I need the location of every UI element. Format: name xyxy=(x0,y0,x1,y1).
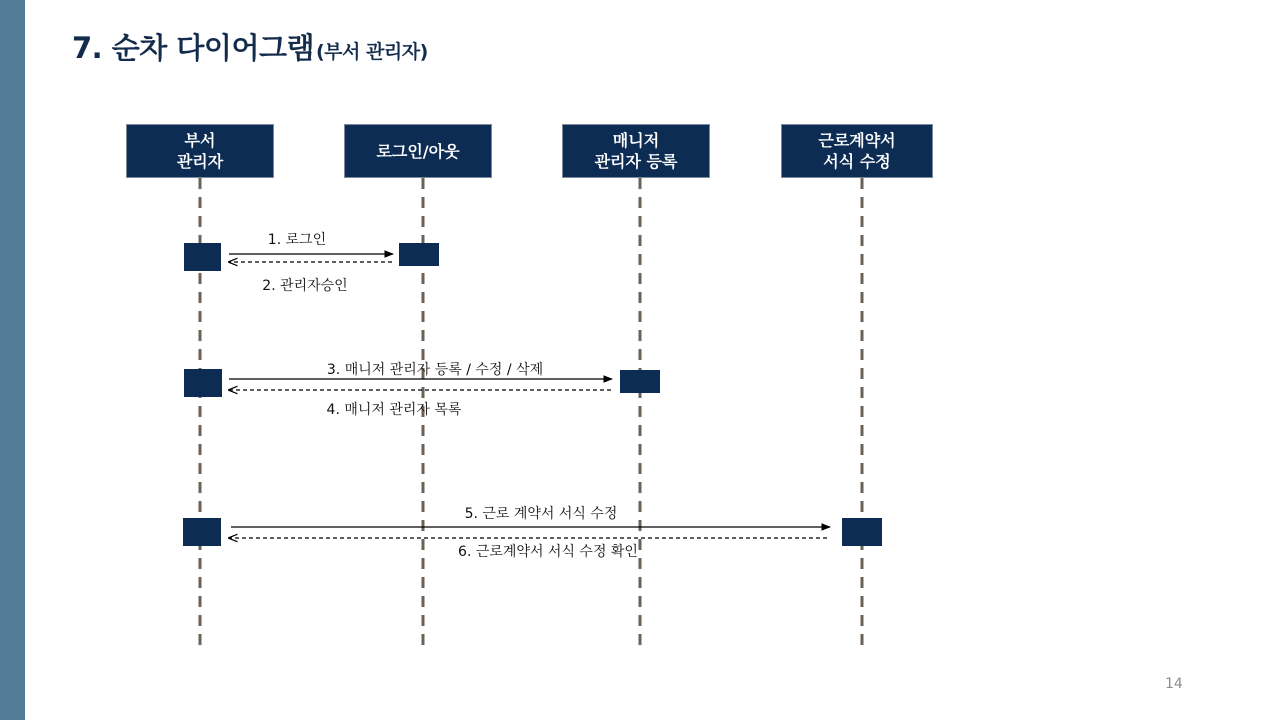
activation-box xyxy=(184,243,221,271)
message-label-3: 3. 매니저 관리자 등록 / 수정 / 삭제 xyxy=(326,362,544,378)
message-label-6: 6. 근로계약서 서식 수정 확인 xyxy=(458,544,638,560)
page-number: 14 xyxy=(1165,676,1183,692)
message-label-5: 5. 근로 계약서 서식 수정 xyxy=(464,506,618,522)
activation-box xyxy=(399,243,439,266)
lifeline-header-manager-register: 매니저 관리자 등록 xyxy=(562,124,710,178)
message-label-4: 4. 매니저 관리자 목록 xyxy=(326,402,462,418)
activation-box xyxy=(184,369,222,397)
title-subtitle: (부서 관리자) xyxy=(316,41,428,63)
lifeline-header-contract-form: 근로계약서 서식 수정 xyxy=(781,124,933,178)
activation-box xyxy=(183,518,221,546)
title-main: 7. 순차 다이어그램 xyxy=(72,31,314,65)
message-label-2: 2. 관리자승인 xyxy=(262,278,348,294)
message-label-1: 1. 로그인 xyxy=(267,232,327,248)
lifeline-header-dept-manager: 부서 관리자 xyxy=(126,124,274,178)
lifeline-header-login: 로그인/아웃 xyxy=(344,124,492,178)
activation-box xyxy=(620,370,660,393)
activation-box xyxy=(842,518,882,546)
